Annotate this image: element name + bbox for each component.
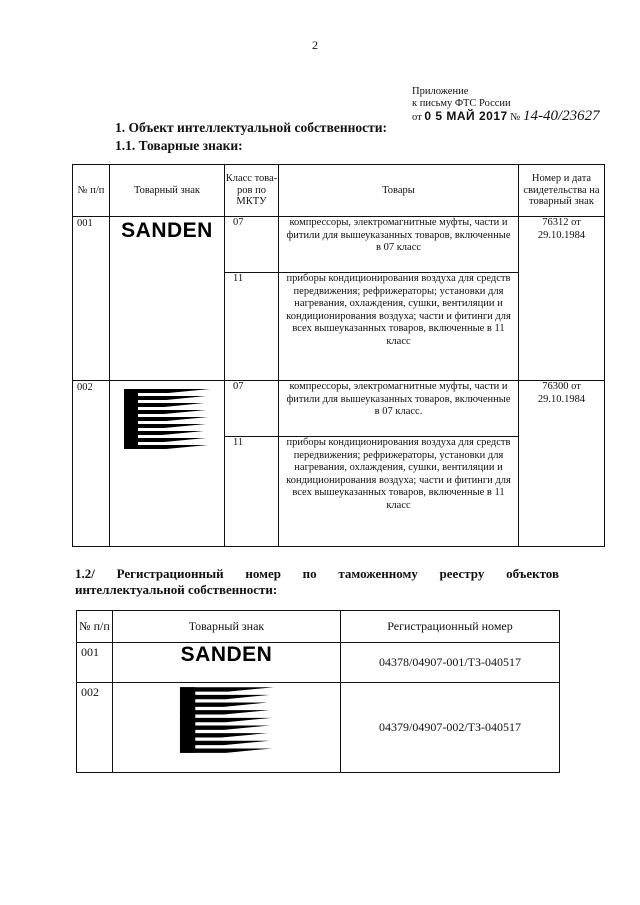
cert-cell: 76300 от 29.10.1984 — [519, 381, 605, 547]
lines-logo — [124, 387, 210, 451]
mark-cell — [113, 683, 341, 773]
trademarks-table — [72, 164, 605, 547]
header-class: Класс това-ров по МКТУ — [225, 165, 279, 217]
sanden-logo: SANDEN — [180, 643, 273, 666]
goods-cell: приборы кондиционирования воздуха для средств передвижения; рефрижераторы; установки для нагревания, охлаждения, сушки, вентиляции и кондиционирования воздуха; части и фитинги для всех вышеуказанных товаров, включенные в 11 класс — [279, 273, 519, 381]
class-cell: 11 — [225, 273, 279, 381]
page-number: 2 — [312, 38, 318, 52]
row-num: 002 — [77, 683, 113, 773]
header-cert: Номер и дата свидетельства на товарный знак — [519, 165, 605, 217]
table-header-row — [77, 611, 560, 643]
header-goods: Товары — [279, 165, 519, 217]
section1-1-title: 1.1. Товарные знаки: — [115, 138, 243, 153]
goods-cell: компрессоры, электромагнитные муфты, части и фитили для вышеуказанных товаров, включенные в 07 класс — [279, 217, 519, 273]
lines-logo — [179, 685, 275, 755]
cert-cell: 76312 от 29.10.1984 — [519, 217, 605, 381]
goods-cell: приборы кондиционирования воздуха для средств передвижения; рефрижераторы, установки для нагревания, охлаждения, сушки, вентиляции и кондиционирования воздуха; части и фитинги для всех вышеуказанных товаров, включенные в 11 класс — [279, 437, 519, 547]
class-cell: 07 — [225, 381, 279, 437]
header-mark: Товарный знак — [110, 165, 225, 217]
table-row — [77, 683, 560, 773]
table-row — [73, 217, 605, 273]
registration-table — [76, 610, 560, 773]
row-num: 001 — [73, 217, 110, 381]
sanden-logo: SANDEN — [121, 219, 213, 242]
from-label: от — [412, 112, 422, 123]
header-mark: Товарный знак — [113, 611, 341, 643]
mark-cell — [113, 643, 341, 683]
table-header-row — [73, 165, 605, 217]
table-row — [73, 381, 605, 437]
section1-2-title: 1.2/ Регистрационный номер по таможенному реестру объектов — [75, 566, 559, 581]
section1-title: 1. Объект интеллектуальной собственности: — [115, 120, 388, 135]
header-reg: Регистрационный номер — [341, 611, 560, 643]
row-num: 001 — [77, 643, 113, 683]
letter-number: 14-40/23627 — [522, 108, 600, 124]
appendix-line3 — [412, 110, 600, 124]
goods-cell: компрессоры, электромагнитные муфты, части и фитили для вышеуказанных товаров, включенные в 07 класс. — [279, 381, 519, 437]
class-cell: 11 — [225, 437, 279, 547]
reg-number: 04378/04907-001/ТЗ-040517 — [341, 643, 560, 683]
appendix-line2: к письму ФТС России — [412, 98, 511, 109]
reg-number: 04379/04907-002/ТЗ-040517 — [341, 683, 560, 773]
appendix-line1: Приложение — [412, 86, 469, 97]
header-num: № п/п — [73, 165, 110, 217]
number-label: № — [510, 112, 521, 123]
class-cell: 07 — [225, 217, 279, 273]
header-num: № п/п — [77, 611, 113, 643]
appendix-block — [412, 86, 600, 124]
mark-cell — [110, 217, 225, 381]
mark-cell — [110, 381, 225, 547]
table-row — [77, 643, 560, 683]
date-stamp: 0 5 МАЙ 2017 — [424, 109, 508, 123]
row-num: 002 — [73, 381, 110, 547]
section1-2-title-cont: интеллектуальной собственности: — [75, 582, 278, 597]
